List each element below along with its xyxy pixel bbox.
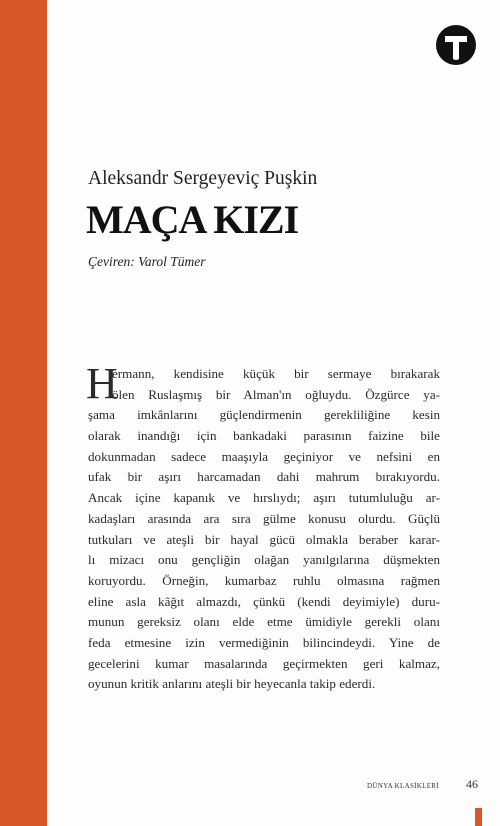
text-line: olarak inandığı için bankadaki parasının faizine bile bbox=[88, 428, 440, 444]
text-line: feda etmesine izin vermediğinin bilincindeydi. Yine de bbox=[88, 634, 440, 650]
text-line: munun gereksiz olanı elde etme ümidiyle gerekli olanı bbox=[88, 614, 440, 630]
translator-credit: Çeviren: Varol Tümer bbox=[88, 254, 206, 269]
body-paragraph bbox=[86, 359, 440, 695]
text-line: eline asla kâğıt almazdı, çünkü (kendi deyimiyle) duru- bbox=[88, 593, 440, 609]
text-line: ermann, kendisine küçük bir sermaye bırakarak bbox=[112, 366, 440, 381]
text-line: ufak bir aşırı harcamadan dahi mahrum bırakıyordu. bbox=[88, 469, 440, 485]
text-line: tutkuları ve ateşli bir hayal gücü olmakla beraber karar- bbox=[88, 531, 440, 547]
orange-corner-mark bbox=[475, 808, 482, 826]
text-line: oyunun kritik anlarını ateşli bir heyecanla takip ederdi. bbox=[88, 676, 376, 692]
text-line: Ancak içine kapanık ve hırslıydı; aşırı tutumluluğu ar- bbox=[88, 490, 440, 506]
author-name: Aleksandr Sergeyeviç Puşkin bbox=[88, 168, 318, 189]
text-line: koruyordu. Örneğin, kumarbaz ruhlu olmasına rağmen bbox=[88, 572, 440, 588]
text-line: gecelerini kumar masalarında geçirmekten geri kalmaz, bbox=[88, 655, 440, 671]
drop-cap: H bbox=[86, 359, 118, 408]
text-line: dokunmadan sadece maaşıyla geçiniyor ve nefsini en bbox=[88, 448, 440, 464]
text-line: ölen Ruslaşmış bir Alman'ın oğluydu. Özgürce ya- bbox=[112, 386, 440, 402]
page-number: 46 bbox=[466, 777, 478, 791]
publisher-t-logo-icon bbox=[436, 25, 476, 65]
story-title: MAÇA KIZI bbox=[86, 197, 299, 242]
series-label: DÜNYA KLASİKLERİ bbox=[367, 782, 439, 790]
text-line: lı mizacı onu gençliğin olağan yanılgılarına düşmekten bbox=[88, 552, 440, 568]
text-line: kadaşları arasında ara sıra gülme konusu olurdu. Güçlü bbox=[88, 510, 440, 526]
orange-side-bar bbox=[0, 0, 47, 826]
text-line: şama imkânlarını güçlendirmenin gerekliliğine kesin bbox=[88, 407, 440, 423]
